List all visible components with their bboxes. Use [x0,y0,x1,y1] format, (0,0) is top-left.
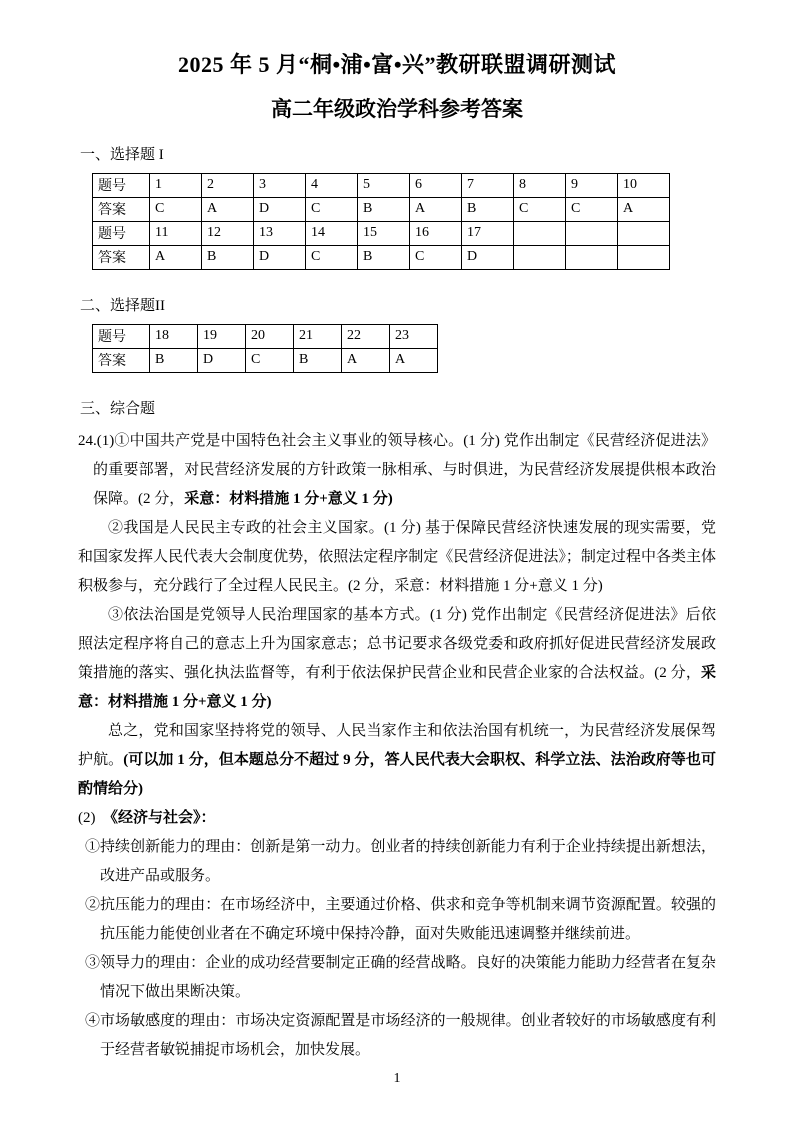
answer-24-2-item-2: ②抗压能力的理由：在市场经济中，主要通过价格、供求和竞争等机制来调节资源配置。较强的抗压能力能使创业者在不确定环境中保持冷静，面对失败能迅速调整并继续前进。 [85,896,716,942]
answer-cell: A [618,197,670,221]
question-number-cell: 15 [358,221,410,245]
question-number-cell: 22 [342,324,390,348]
answer-cell: A [410,197,462,221]
table-row [93,221,670,245]
page-number: 1 [393,1071,401,1086]
answer-cell: C [566,197,618,221]
answer-cell: C [246,348,294,372]
question-number-cell: 10 [618,173,670,197]
question-24-answers [78,427,716,1065]
empty-cell [514,245,566,269]
answer-24-1-point-3 [78,601,716,717]
question-number-cell: 19 [198,324,246,348]
document-subtitle: 高二年级政治学科参考答案 [271,96,523,121]
answer-cell: D [198,348,246,372]
question-number-cell: 11 [150,221,202,245]
answer-text: ③依法治国是党领导人民治理国家的基本方式。(1 分) 党作出制定《民营经济促进法》后依照法定程序将自己的意志上升为国家意志；总书记要求各级党委和政府抓好促进民营经济发展政策措施的落实、强化执法监督等，有利于依法保护民营企业和民营企业家的合法权益。(2 分， [78,606,716,681]
answer-cell: A [202,197,254,221]
answer-cell: B [150,348,198,372]
answer-cell: A [390,348,438,372]
answer-24-1-point-1 [78,427,716,514]
answer-cell: B [294,348,342,372]
table-row [93,173,670,197]
row-label-cell: 答案 [93,245,150,269]
answer-24-1-summary [78,717,716,804]
question-number-cell: 8 [514,173,566,197]
answer-cell: B [462,197,514,221]
table-row [93,245,670,269]
document-title: 2025 年 5 月“桐•浦•富•兴”教研联盟调研测试 [177,52,617,77]
question-number-cell: 20 [246,324,294,348]
answer-cell: D [254,245,306,269]
answer-24-2-heading [78,804,716,833]
question-number-cell: 4 [306,173,358,197]
question-number-cell: 3 [254,173,306,197]
question-number-cell: 6 [410,173,462,197]
scoring-note: 采意：材料措施 1 分+意义 1 分) [184,490,393,507]
question-number-cell: 23 [390,324,438,348]
empty-cell [514,221,566,245]
answer-table-1 [92,173,670,270]
empty-cell [566,221,618,245]
question-number-cell: 2 [202,173,254,197]
row-label-cell: 题号 [93,324,150,348]
answer-24-1-point-2 [78,514,716,601]
answer-24-2-item-3: ③领导力的理由：企业的成功经营要制定正确的经营战略。良好的决策能力能助力经营者在复杂情况下做出果断决策。 [85,954,716,1000]
question-number-cell: 21 [294,324,342,348]
answer-24-2-item-4: ④市场敏感度的理由：市场决定资源配置是市场经济的一般规律。创业者较好的市场敏感度有利于经营者敏锐捕捉市场机会，加快发展。 [85,1012,716,1058]
answer-table-2 [92,324,438,373]
question-number-cell: 7 [462,173,514,197]
answer-cell: A [150,245,202,269]
question-number-cell: 18 [150,324,198,348]
answer-text: 总之，党和国家坚持将党的领导、人民当家作主和依法治国有机统一，为民营经济发展保驾护航。 [78,722,716,768]
question-number-cell: 12 [202,221,254,245]
question-number-cell: 9 [566,173,618,197]
answer-cell: B [202,245,254,269]
row-label-cell: 答案 [93,197,150,221]
answer-cell: D [254,197,306,221]
table-row [93,197,670,221]
scoring-note: 采意：材料措施 1 分+意义 1 分) [78,664,716,710]
row-label-cell: 题号 [93,221,150,245]
empty-cell [618,221,670,245]
section1-heading: 一、选择题 I [80,146,164,163]
question-number-cell: 14 [306,221,358,245]
answer-cell: C [306,245,358,269]
answer-cell: D [462,245,514,269]
answer-cell: B [358,245,410,269]
table-row [93,324,438,348]
answer-text: ②我国是人民民主专政的社会主义国家。(1 分) 基于保障民营经济快速发展的现实需要，党和国家发挥人民代表大会制度优势，依照法定程序制定《民营经济促进法》；制定过程中各类主体积极参与，充分践行了全过程人民民主。(2 分，采意：材料措施 1 分+意义 1 分) [78,519,716,594]
table-row [93,348,438,372]
part-label: (2) [78,809,111,826]
answer-cell: C [306,197,358,221]
answer-cell: C [410,245,462,269]
answer-cell: C [514,197,566,221]
answer-cell: A [342,348,390,372]
question-number-cell: 17 [462,221,514,245]
empty-cell [618,245,670,269]
scoring-note: (可以加 1 分，但本题总分不超过 9 分，答人民代表大会职权、科学立法、法治政府等也可酌情给分) [78,751,716,797]
section3-heading: 三、综合题 [80,400,156,417]
row-label-cell: 答案 [93,348,150,372]
module-title: 《经济与社会》： [110,809,216,826]
question-number-cell: 16 [410,221,462,245]
empty-cell [566,245,618,269]
answer-cell: C [150,197,202,221]
row-label-cell: 题号 [93,173,150,197]
answer-cell: B [358,197,410,221]
question-number-cell: 1 [150,173,202,197]
question-number-cell: 5 [358,173,410,197]
answer-text: 24.(1)①中国共产党是中国特色社会主义事业的领导核心。(1 分) 党作出制定《民营经济促进法》的重要部署，对民营经济发展的方针政策一脉相承、与时俱进，为民营经济发展提供根本政治保障。(2 分， [78,432,716,507]
section2-heading: 二、选择题II [80,297,165,314]
question-number-cell: 13 [254,221,306,245]
answer-24-2-item-1: ①持续创新能力的理由：创新是第一动力。创业者的持续创新能力有利于企业持续提出新想法，改进产品或服务。 [85,838,716,884]
